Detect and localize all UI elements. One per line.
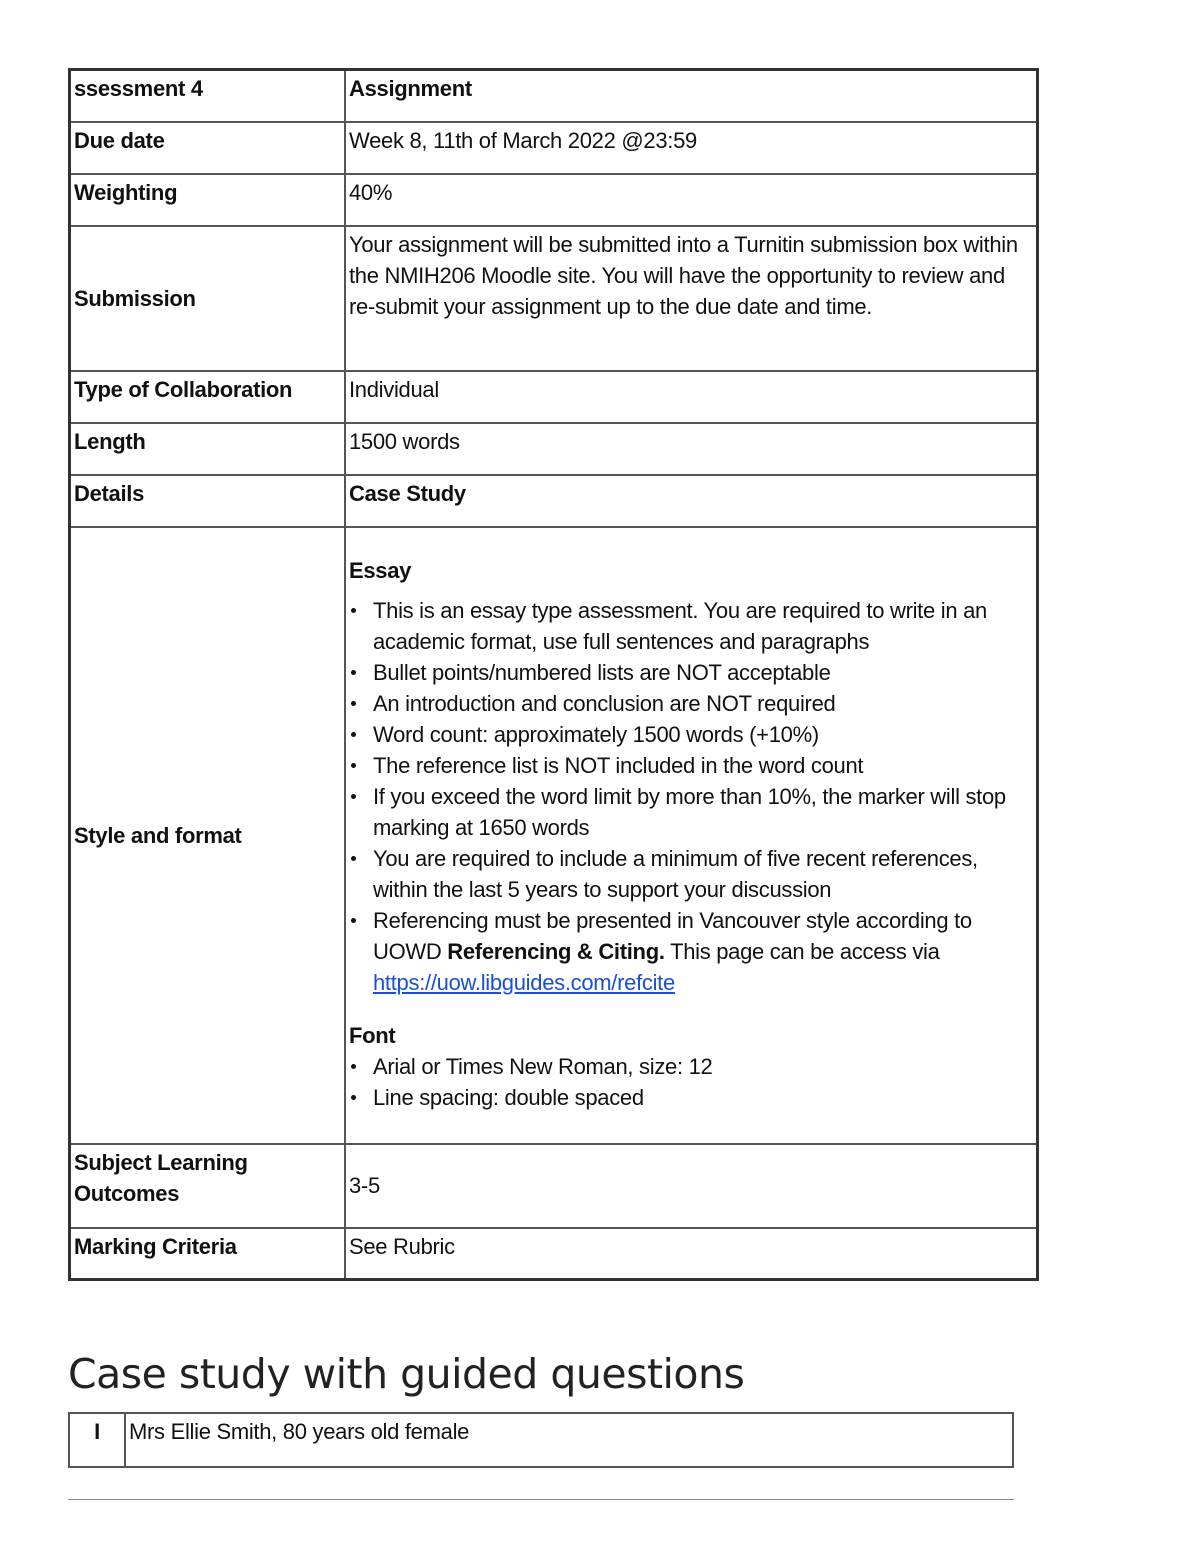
row-label: Due date [70,122,346,174]
row-value: Individual [345,371,1038,423]
row-value: 1500 words [345,423,1038,475]
row-label: Length [70,423,346,475]
row-label: Style and format [70,527,346,1144]
case-text: Mrs Ellie Smith, 80 years old female [125,1413,1013,1467]
essay-heading: Essay [349,557,412,583]
reference-text-mid: This page can be access via [664,938,940,964]
style-format-cell [345,527,1038,1144]
list-item: You are required to include a minimum of five recent references, within the last 5 years to support your discussion [373,843,1033,905]
table-row [70,70,1038,122]
list-item: Word count: approximately 1500 words (+10%) [373,719,1033,750]
row-value: See Rubric [345,1228,1038,1280]
section-heading: Case study with guided questions [68,1350,745,1398]
row-label: Subject Learning Outcomes [70,1144,346,1228]
table-row [70,371,1038,423]
refcite-link[interactable]: https://uow.libguides.com/refcite [373,969,675,995]
font-bullet-list [349,1051,1033,1113]
list-item: If you exceed the word limit by more than 10%, the marker will stop marking at 1650 words [373,781,1033,843]
list-item: This is an essay type assessment. You are required to write in an academic format, use full sentences and paragraphs [373,595,1033,657]
table-row [69,1413,1013,1467]
reference-bold-text: Referencing & Citing. [447,938,665,964]
assessment-details-table [68,68,1039,1281]
row-value: Assignment [345,70,1038,122]
case-number: I [69,1413,125,1467]
font-heading: Font [349,1022,396,1048]
list-item: Arial or Times New Roman, size: 12 [373,1051,1033,1082]
row-value: Your assignment will be submitted into a Turnitin submission box within the NMIH206 Moodle site. You will have the opportunity to review and re-submit your assignment up to the due date and time. [345,226,1038,371]
list-item [373,905,1033,998]
row-label: Details [70,475,346,527]
row-value: 3-5 [345,1144,1038,1228]
row-label: ssessment 4 [70,70,346,122]
table-row [70,527,1038,1144]
table-row [70,122,1038,174]
list-item: The reference list is NOT included in the word count [373,750,1033,781]
row-label: Submission [70,226,346,371]
reference-text: Referencing must be presented in Vancouver style according to UOWD [373,907,972,964]
table-row [70,475,1038,527]
table-row [70,1144,1038,1228]
table-row [70,174,1038,226]
row-value: 40% [345,174,1038,226]
case-table [68,1412,1014,1468]
divider [68,1499,1014,1500]
row-label: Type of Collaboration [70,371,346,423]
row-label: Marking Criteria [70,1228,346,1280]
list-item: Bullet points/numbered lists are NOT acceptable [373,657,1033,688]
table-row [70,423,1038,475]
row-value: Week 8, 11th of March 2022 @23:59 [345,122,1038,174]
table-row [70,226,1038,371]
list-item: Line spacing: double spaced [373,1082,1033,1113]
row-value: Case Study [345,475,1038,527]
row-label: Weighting [70,174,346,226]
essay-bullet-list [349,595,1033,998]
list-item: An introduction and conclusion are NOT required [373,688,1033,719]
table-row [70,1228,1038,1280]
